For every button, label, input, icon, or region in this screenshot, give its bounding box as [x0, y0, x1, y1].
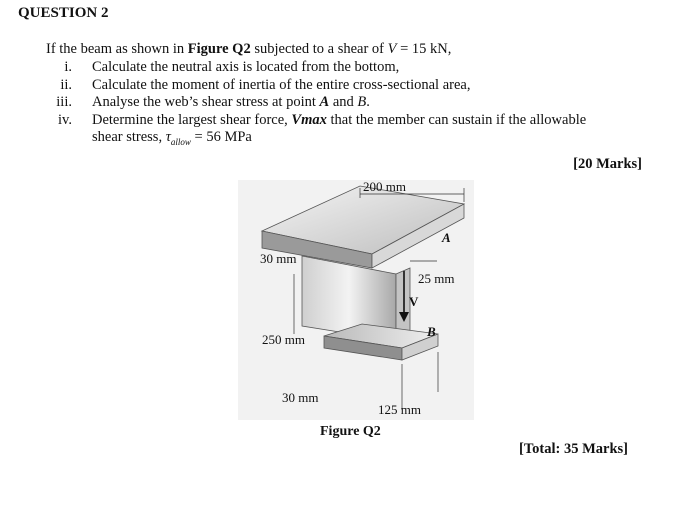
flange-width-label: 200 mm [363, 179, 406, 194]
web-height-label: 250 mm [262, 332, 305, 347]
item-text: . [366, 94, 370, 110]
bottom-flange-thickness-label: 30 mm [282, 390, 319, 405]
total-marks-label: [Total: 35 Marks] [519, 441, 629, 457]
shear-variable: V [387, 41, 397, 57]
point-a-label: A [442, 230, 451, 245]
question-items [40, 59, 680, 151]
marks-label: [20 Marks] [573, 156, 642, 172]
list-item [40, 77, 680, 95]
beam-figure [232, 176, 480, 442]
point-b-ref: B [357, 94, 367, 110]
list-item [40, 112, 680, 152]
question-heading: QUESTION 2 [18, 5, 109, 21]
item-text: shear stress, [92, 129, 166, 145]
tau-subscript: allow [170, 136, 191, 147]
item-text: Calculate the moment of inertia of the entire cross-sectional area, [92, 76, 471, 93]
item-number: ii. [60, 76, 72, 93]
item-text: and [329, 94, 358, 110]
item-text: Calculate the neutral axis is located from the bottom, [92, 59, 400, 75]
tau-symbol: τ [165, 129, 171, 145]
point-b-label: B [427, 324, 436, 339]
point-a-ref: A [319, 94, 330, 110]
beam-diagram [232, 176, 480, 426]
item-number: iv. [58, 111, 72, 128]
web-thickness-label: 25 mm [418, 271, 455, 286]
shear-value: = 15 kN, [396, 41, 452, 57]
list-item [40, 94, 680, 112]
intro-suffix: subjected to a shear of [250, 41, 388, 57]
shear-label: V [409, 294, 419, 309]
item-number: i. [64, 59, 72, 75]
vmax-symbol: Vmax [291, 111, 327, 128]
question-intro [46, 41, 451, 58]
figure-caption: Figure Q2 [320, 424, 381, 439]
item-text: Determine the largest shear force, [92, 111, 292, 128]
figure-reference: Figure Q2 [187, 41, 251, 57]
bottom-flange-width-label: 125 mm [378, 402, 421, 417]
item-text: = 56 MPa [190, 129, 252, 145]
intro-prefix: If the beam as shown in [46, 41, 188, 57]
item-text: that the member can sustain if the allowable [326, 111, 587, 128]
item-text: Analyse the web’s shear stress at point [92, 94, 320, 110]
item-number: iii. [56, 94, 72, 110]
list-item [40, 59, 680, 77]
flange-thickness-label: 30 mm [260, 251, 297, 266]
